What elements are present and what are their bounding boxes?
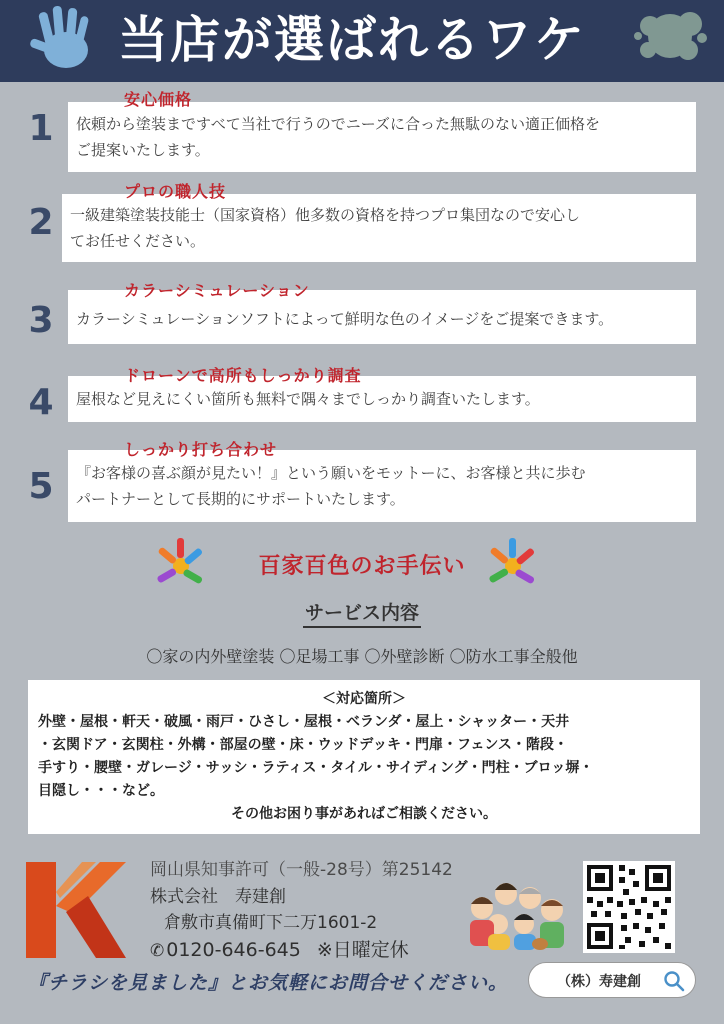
reason-text: 屋根など見えにくい箇所も無料で隅々までしっかり調査いたします。: [76, 390, 540, 408]
reason-box: [62, 194, 696, 262]
reason-text: カラーシミュレーションソフトによって鮮明な色のイメージをご提案できます。: [76, 310, 614, 328]
ink-splash-decoration: [630, 4, 710, 68]
search-label: （株）寿建創: [557, 974, 641, 990]
cta-bar: [0, 958, 724, 1004]
reason-heading: しっかり打ち合わせ: [124, 440, 278, 459]
reason-number: 1: [28, 108, 54, 149]
page-title: 当店が選ばれるワケ: [118, 11, 586, 69]
locations-line: 目隠し・・・など。: [38, 783, 164, 799]
permit-number: 岡山県知事許可（一般-28号）第25142: [150, 860, 453, 880]
handprint-icon: [22, 2, 106, 78]
reason-text: パートナーとして長期的にサポートいたします。: [76, 490, 405, 508]
reason-heading: カラーシミュレーション: [124, 281, 310, 300]
locations-title: ＜対応箇所＞: [322, 691, 406, 707]
qr-code[interactable]: [583, 861, 675, 953]
locations-line: ・玄関ドア・玄関柱・外構・部屋の壁・床・ウッドデッキ・門扉・フェンス・階段・: [38, 737, 568, 753]
reason-number: 3: [28, 300, 54, 341]
k-logo: [26, 862, 126, 958]
reason-number: 5: [28, 466, 54, 507]
locations-line: 手すり・腰壁・ガレージ・サッシ・ラティス・タイル・サイディング・門柱・ブロッ塀・: [38, 760, 594, 776]
reason-heading: プロの職人技: [124, 182, 227, 201]
search-box[interactable]: [528, 962, 696, 998]
closed-day: ※日曜定休: [316, 939, 409, 961]
reason-heading: 安心価格: [124, 90, 193, 109]
reason-number: 2: [28, 202, 54, 243]
reason-text: 依頼から塗装まですべて当社で行うのでニーズに合った無駄のない適正価格を: [76, 115, 600, 133]
locations-box: [28, 680, 700, 834]
reason-box: [68, 102, 696, 172]
phone-icon: ✆: [150, 941, 165, 961]
slogan: 百家百色のお手伝い: [258, 554, 466, 579]
service-list: 〇家の内外壁塗装 〇足場工事 〇外壁診断 〇防水工事全般他: [146, 647, 578, 666]
phone-number[interactable]: 0120-646-645: [166, 939, 301, 961]
company-info: [150, 858, 453, 965]
reason-text: ご提案いたします。: [76, 141, 210, 159]
company-name: 株式会社 寿建創: [150, 887, 286, 907]
locations-footer: その他お困り事があればご相談ください。: [231, 806, 497, 822]
reason-box: [68, 450, 696, 522]
service-title: サービス内容: [0, 598, 724, 625]
header-banner: [0, 0, 724, 82]
reason-number: 4: [28, 382, 54, 423]
colorful-hands-icon: [480, 536, 546, 592]
search-icon[interactable]: [663, 970, 685, 992]
company-address: 倉敷市真備町下二万1601-2: [164, 913, 378, 933]
reason-text: 『お客様の喜ぶ顔が見たい！』という願いをモットーに、お客様と共に歩む: [76, 464, 586, 482]
family-illustration: [462, 868, 572, 952]
reason-heading: ドローンで高所もしっかり調査: [124, 366, 362, 385]
reason-text: てお任せください。: [70, 232, 206, 250]
locations-line: 外壁・屋根・軒天・破風・雨戸・ひさし・屋根・ベランダ・屋上・シャッター・天井: [38, 714, 570, 730]
cta-text: 『チラシを見ました』とお気軽にお問合せください。: [28, 972, 509, 994]
reason-text: 一級建築塗装技能士（国家資格）他多数の資格を持つプロ集団なので安心し: [70, 206, 581, 224]
